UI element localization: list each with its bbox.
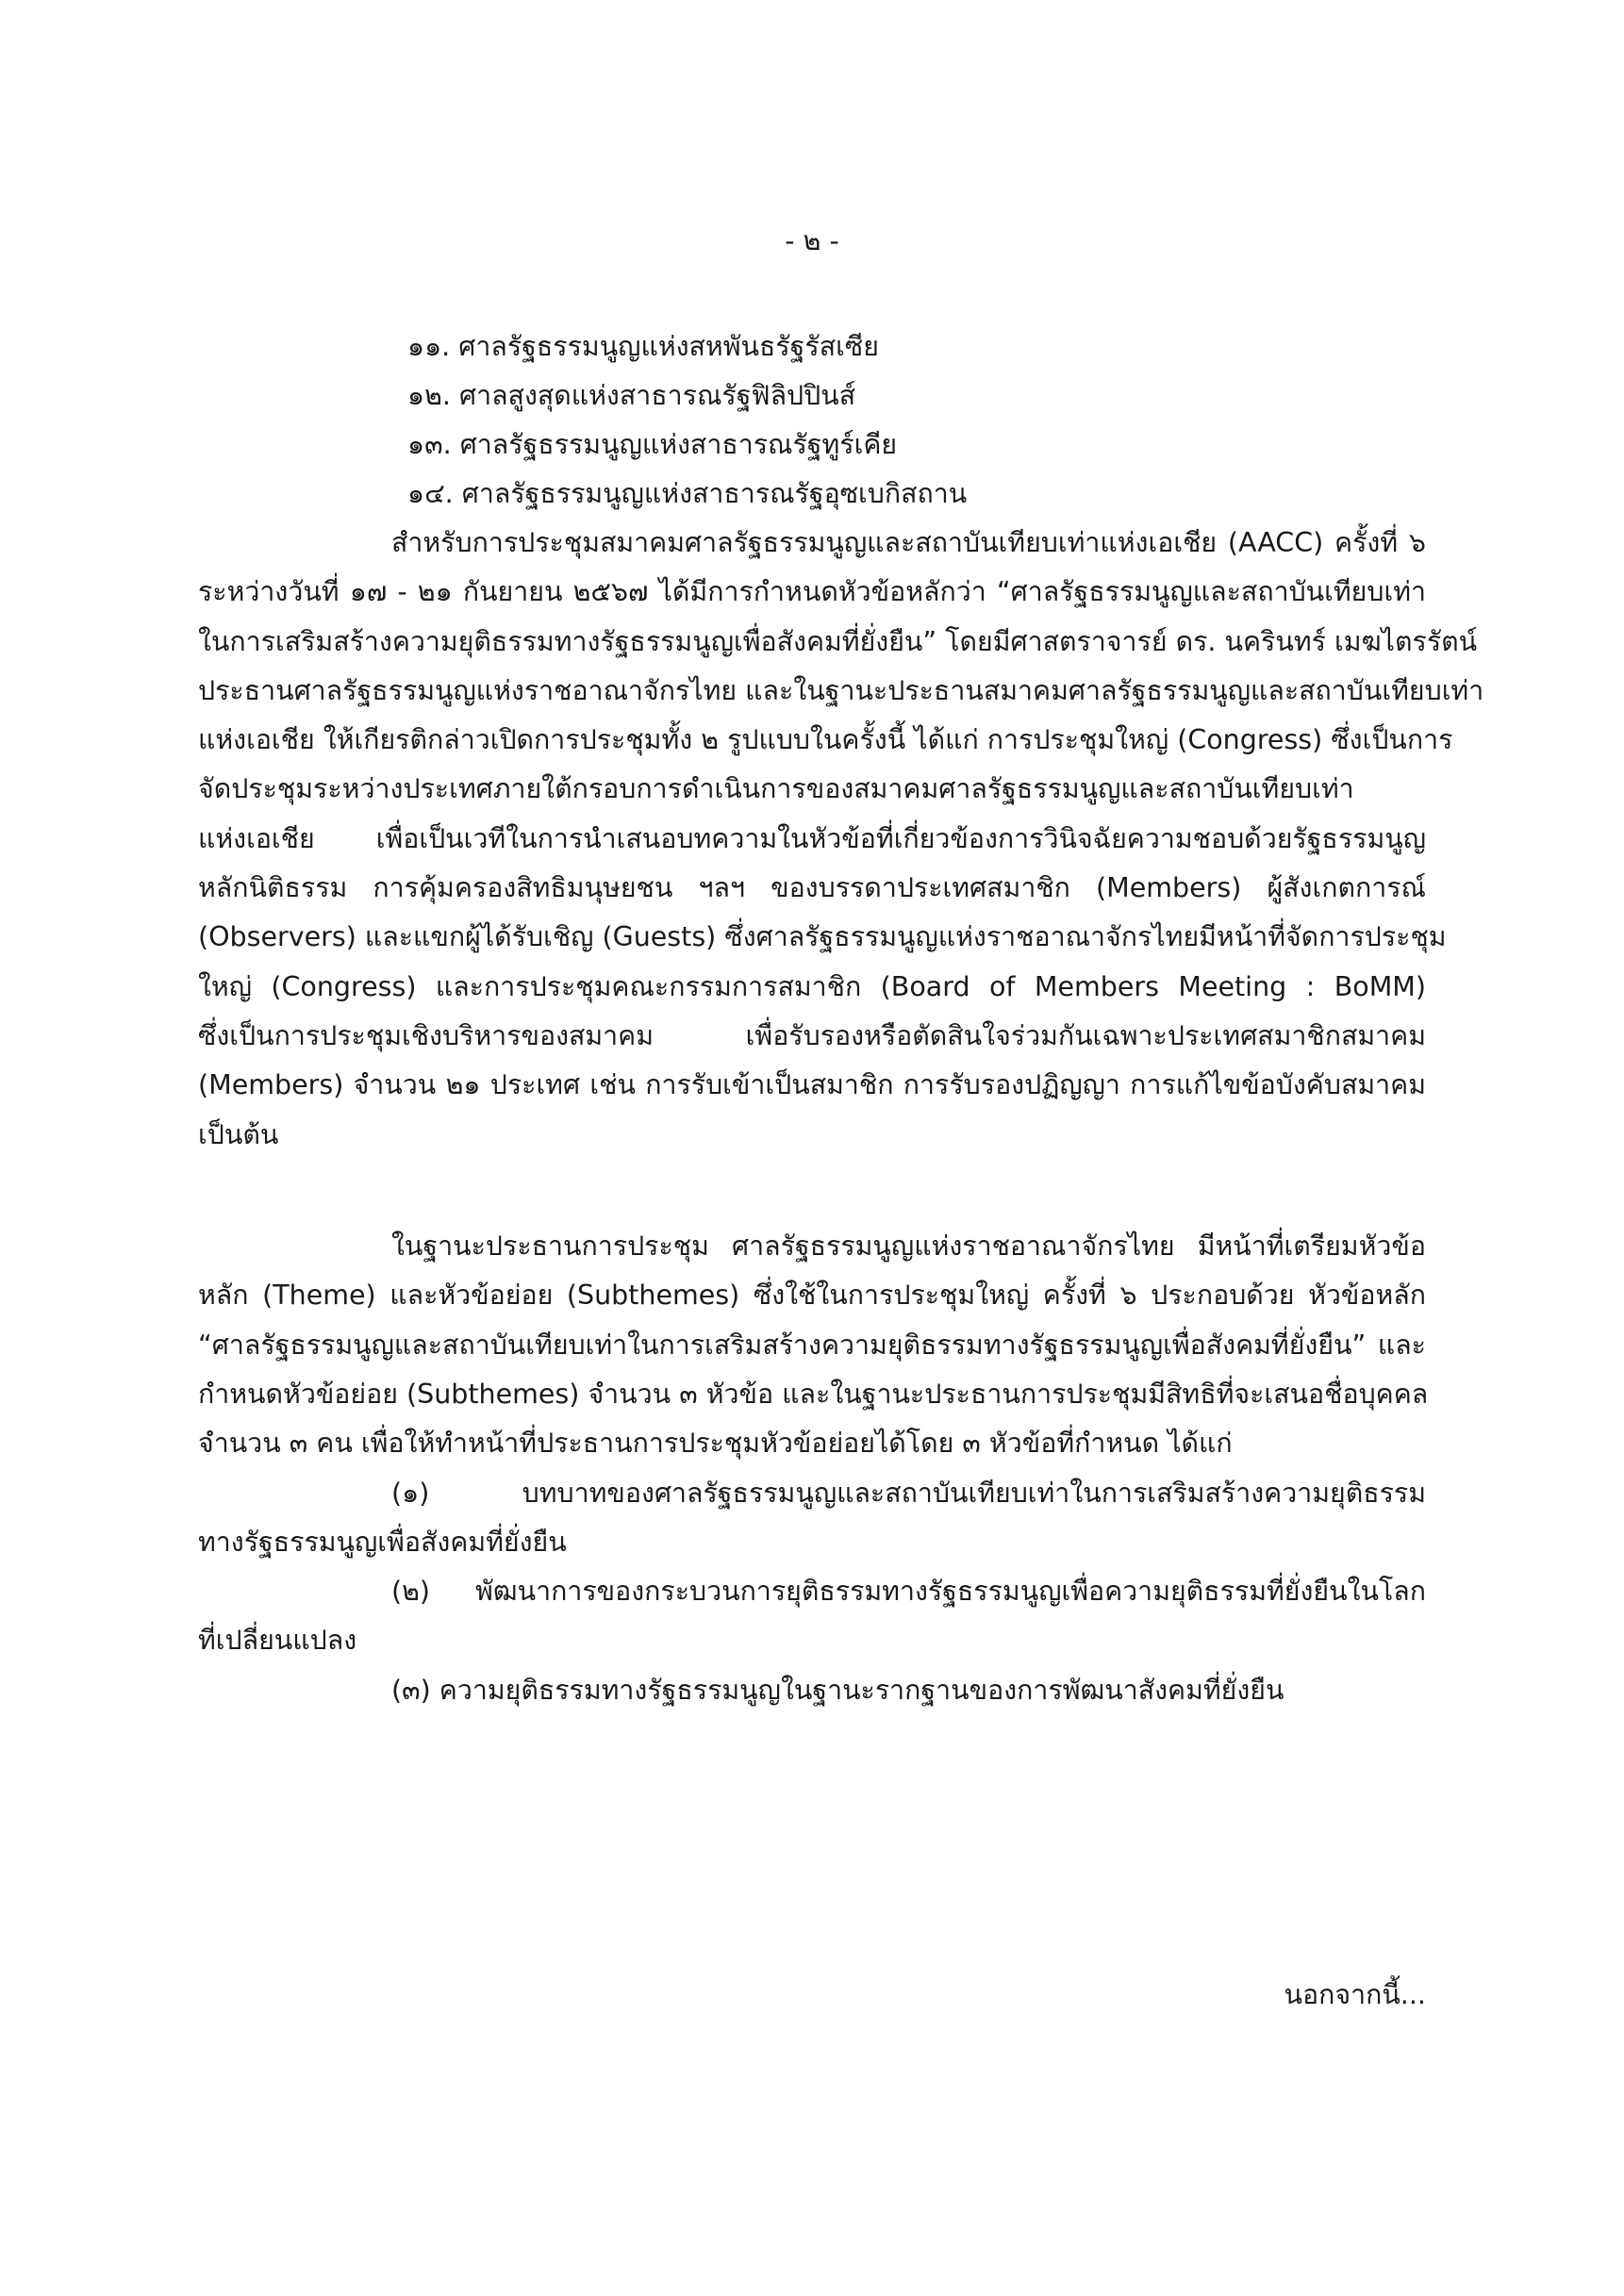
subtheme-line: ทางรัฐธรรมนูญเพื่อสังคมที่ยั่งยืน [198,1527,567,1559]
court-list [407,322,967,519]
paragraph-line: (Members) จำนวน ๒๑ ประเทศ เช่น การรับเข้าเป็นสมาชิก การรับรองปฏิญญา การแก้ไขข้อบังคับสมาคม [198,1069,1426,1101]
subtheme-item [198,1567,1426,1666]
paragraph-line: หลัก (Theme) และหัวข้อย่อย (Subthemes) ซึ่งใช้ในการประชุมใหญ่ ครั้งที่ ๖ ประกอบด้วย หัวข้อหลัก [198,1280,1426,1312]
paragraph-line: ซึ่งเป็นการประชุมเชิงบริหารของสมาคม เพื่อรับรองหรือตัดสินใจร่วมกันเฉพาะประเทศสมาชิกสมาคม [198,1019,1426,1051]
paragraph-line: ประธานศาลรัฐธรรมนูญแห่งราชอาณาจักรไทย และในฐานะประธานสมาคมศาลรัฐธรรมนูญและสถาบันเทียบเท่า [198,674,1484,706]
paragraph-aacc-meeting [198,519,1484,1160]
paragraph-line: แห่งเอเชีย ให้เกียรติกล่าวเปิดการประชุมทั้ง ๒ รูปแบบในครั้งนี้ ได้แก่ การประชุมใหญ่ (Congress) ซึ่งเป็นการ [198,724,1453,756]
paragraph-line: เป็นต้น [198,1118,279,1150]
subtheme-item [198,1666,1426,1715]
list-item: ๑๓. ศาลรัฐธรรมนูญแห่งสาธารณรัฐทูร์เคีย [407,429,898,460]
paragraph-line: ระหว่างวันที่ ๑๗ - ๒๑ กันยายน ๒๕๖๗ ได้มีการกำหนดหัวข้อหลักว่า “ศาลรัฐธรรมนูญและสถาบันเทียบเท่า [198,576,1426,608]
paragraph-line: กำหนดหัวข้อย่อย (Subthemes) จำนวน ๓ หัวข้อ และในฐานะประธานการประชุมมีสิทธิที่จะเสนอชื่อบุคคล [198,1378,1429,1410]
paragraph-line: หลักนิติธรรม การคุ้มครองสิทธิมนุษยชน ฯลฯ ของบรรดาประเทศสมาชิก (Members) ผู้สังเกตการณ์ [198,872,1426,904]
subtheme-line: (๑) บทบาทของศาลรัฐธรรมนูญและสถาบันเทียบเท่าในการเสริมสร้างความยุติธรรม [391,1478,1426,1509]
list-item: ๑๒. ศาลสูงสุดแห่งสาธารณรัฐฟิลิปปินส์ [407,380,856,411]
subtheme-line: (๒) พัฒนาการของกระบวนการยุติธรรมทางรัฐธรรมนูญเพื่อความยุติธรรมที่ยั่งยืนในโลก [391,1576,1426,1607]
subtheme-line: ที่เปลี่ยนแปลง [198,1625,357,1657]
paragraph-line: จำนวน ๓ คน เพื่อให้ทำหน้าที่ประธานการประชุมหัวข้อย่อยได้โดย ๓ หัวข้อที่กำหนด ได้แก่ [198,1428,1233,1460]
list-item: ๑๑. ศาลรัฐธรรมนูญแห่งสหพันธรัฐรัสเซีย [407,331,879,362]
paragraph-line: ในฐานะประธานการประชุม ศาลรัฐธรรมนูญแห่งราชอาณาจักรไทย มีหน้าที่เตรียมหัวข้อ [391,1231,1426,1262]
paragraph-line: แห่งเอเชีย เพื่อเป็นเวทีในการนำเสนอบทความในหัวข้อที่เกี่ยวข้องการวินิจฉัยความชอบด้วยรัฐธรรมนูญ [198,822,1426,854]
paragraph-line: จัดประชุมระหว่างประเทศภายใต้กรอบการดำเนินการของสมาคมศาลรัฐธรรมนูญและสถาบันเทียบเท่า [198,773,1354,805]
paragraph-line: ใหญ่ (Congress) และการประชุมคณะกรรมการสมาชิก (Board of Members Meeting : BoMM) [198,970,1426,1002]
subtheme-line: (๓) ความยุติธรรมทางรัฐธรรมนูญในฐานะรากฐานของการพัฒนาสังคมที่ยั่งยืน [391,1675,1284,1706]
paragraph-theme [198,1222,1429,1468]
paragraph-line: สำหรับการประชุมสมาคมศาลรัฐธรรมนูญและสถาบันเทียบเท่าแห่งเอเชีย (AACC) ครั้งที่ ๖ [391,527,1426,558]
subtheme-item [198,1469,1426,1568]
paragraph-line: “ศาลรัฐธรรมนูญและสถาบันเทียบเท่าในการเสริมสร้างความยุติธรรมทางรัฐธรรมนูญเพื่อสังคมที่ยั่งยืน” และ [198,1329,1426,1361]
page-number: - ๒ - [785,225,839,256]
paragraph-line: (Observers) และแขกผู้ได้รับเชิญ (Guests) ซึ่งศาลรัฐธรรมนูญแห่งราชอาณาจักรไทยมีหน้าที่จัดการประชุม [198,921,1447,953]
list-item: ๑๔. ศาลรัฐธรรมนูญแห่งสาธารณรัฐอุซเบกิสถาน [407,478,968,509]
continuation-text: นอกจากนี้... [1284,1979,1426,2010]
paragraph-line: ในการเสริมสร้างความยุติธรรมทางรัฐธรรมนูญเพื่อสังคมที่ยั่งยืน” โดยมีศาสตราจารย์ ดร. นครินทร์ เมฆไตรรัตน์ [198,625,1478,657]
